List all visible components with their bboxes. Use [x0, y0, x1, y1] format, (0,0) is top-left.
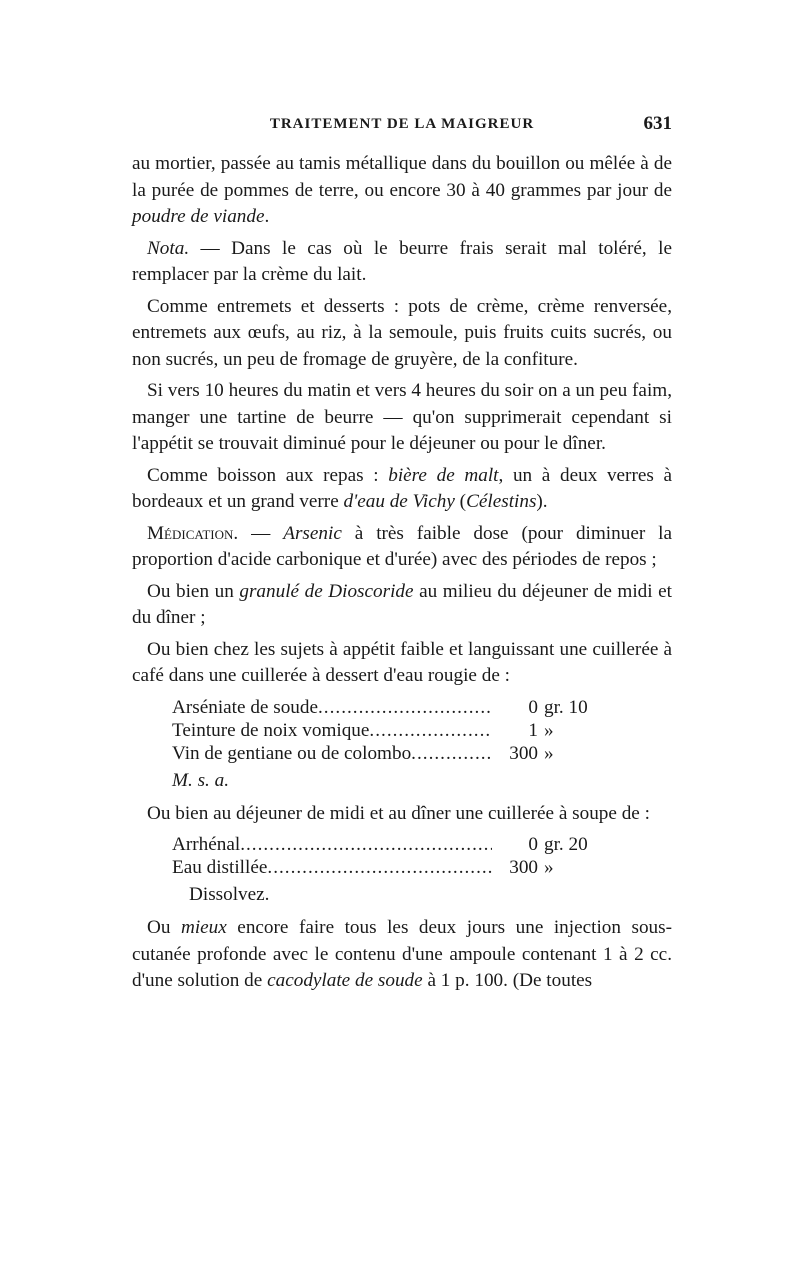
- page-number: 631: [643, 113, 672, 134]
- text-run: à 1 p. 100. (De toutes: [422, 970, 593, 991]
- formula-instruction: Dissolvez.: [189, 884, 270, 905]
- leader-dots: [318, 696, 492, 719]
- paragraph-medication: [132, 521, 672, 574]
- text-run: au mortier, passée au tamis métallique dans du bouillon ou mêlée à de la purée de pommes de terre, ou encore 30 à 40 grammes par jour de: [132, 153, 672, 201]
- italic-run: Célestins: [466, 491, 537, 512]
- text-run: Comme boisson aux repas :: [147, 464, 389, 486]
- formula-row: [172, 833, 602, 856]
- leader-dots: [369, 719, 492, 742]
- text-run: (: [454, 491, 467, 512]
- ingredient-name: Arrhénal: [172, 834, 241, 855]
- ingredient-quantity: 300: [509, 742, 538, 764]
- paragraph-entremets: [132, 294, 672, 374]
- formula-instruction: M. s. a.: [172, 769, 230, 791]
- text-run: au milieu du déjeuner de midi et du dîner ;: [132, 580, 672, 628]
- text-run: Ou bien chez les sujets à appétit faible et languissant une cuillerée à café dans une cuillerée à dessert d'eau rougie de :: [132, 638, 672, 686]
- section-label: Médication.: [147, 522, 239, 544]
- text-run: Si vers 10 heures du matin et vers 4 heures du soir on a un peu faim, manger une tartine de beurre — qu'on supprimerait cependant si l'appétit se trouvait diminué pour le déjeuner ou pour le dîner.: [132, 380, 672, 454]
- running-head: [132, 113, 672, 140]
- formula-row: [172, 742, 602, 765]
- paragraph-nota: [132, 236, 672, 289]
- nota-label: Nota.: [147, 237, 190, 259]
- italic-run: Arsenic: [283, 522, 342, 544]
- text-run: Ou bien au déjeuner de midi et au dîner une cuillerée à soupe de :: [147, 802, 650, 824]
- ingredient-quantity: 0: [528, 834, 538, 855]
- paragraph-boisson: [132, 463, 672, 516]
- paragraph-collation: [132, 378, 672, 458]
- paragraph-continuation: [132, 151, 672, 231]
- ingredient-unit: »: [544, 719, 554, 741]
- text-run: Comme entremets et desserts : pots de crème, crème renversée, entremets aux œufs, au riz, à la semoule, puis fruits cuits sucrés, ou non sucrés, un peu de fromage de gruyère, de la confiture.: [132, 295, 672, 370]
- running-title: TRAITEMENT DE LA MAIGREUR: [269, 116, 535, 132]
- paragraph-granule: [132, 579, 672, 632]
- body-text: [132, 151, 672, 1000]
- ingredient-name: Vin de gentiane ou de colombo: [172, 742, 412, 764]
- text-run: ).: [536, 491, 548, 512]
- leader-dots: [240, 833, 492, 856]
- leader-dots: [411, 742, 492, 765]
- text-run: à très faible dose (pour diminuer la proportion d'acide carbonique et d'urée) avec des périodes de repos ;: [132, 522, 672, 570]
- ingredient-quantity: 300: [509, 857, 538, 878]
- text-run: —: [238, 522, 284, 544]
- ingredient-quantity: 0: [528, 696, 538, 718]
- formula-row: [172, 696, 602, 719]
- text-run: Ou bien un: [147, 580, 240, 602]
- leader-dots: [267, 856, 492, 879]
- formula-arrhenal: [172, 833, 602, 907]
- text-run: , un à deux verres à bordeaux et un grand verre: [132, 464, 673, 512]
- ingredient-name: Teinture de noix vomique: [172, 719, 370, 741]
- italic-run: cacodylate de soude: [267, 970, 423, 991]
- formula-row: [172, 856, 602, 879]
- ingredient-unit: gr. 10: [544, 696, 588, 718]
- text-run: — Dans le cas où le beurre frais serait mal toléré, le remplacer par la crème du lait.: [132, 237, 672, 285]
- ingredient-unit: gr. 20: [544, 834, 588, 855]
- formula-row: [172, 719, 602, 742]
- text-run: Ou: [147, 917, 181, 938]
- paragraph-injection: [132, 915, 672, 995]
- paragraph-cuilleree: [132, 637, 672, 690]
- text-run: .: [264, 206, 270, 227]
- formula-arsenic: [172, 696, 602, 793]
- paragraph-arrhenal: [132, 801, 672, 828]
- italic-run: d'eau de Vichy: [343, 491, 455, 512]
- ingredient-name: Arséniate de soude: [172, 696, 318, 718]
- italic-run: granulé de Dioscoride: [239, 580, 414, 602]
- text-run: encore faire tous les deux jours une injection sous-cutanée profonde avec le contenu d'une ampoule contenant 1 à 2 cc. d'une solution de: [132, 917, 673, 991]
- ingredient-unit: »: [544, 742, 554, 764]
- ingredient-quantity: 1: [528, 719, 538, 741]
- ingredient-name: Eau distillée: [172, 857, 268, 878]
- ingredient-unit: »: [544, 857, 554, 878]
- italic-run: poudre de viande: [132, 206, 265, 227]
- italic-run: bière de malt: [388, 464, 499, 486]
- italic-run: mieux: [180, 917, 227, 938]
